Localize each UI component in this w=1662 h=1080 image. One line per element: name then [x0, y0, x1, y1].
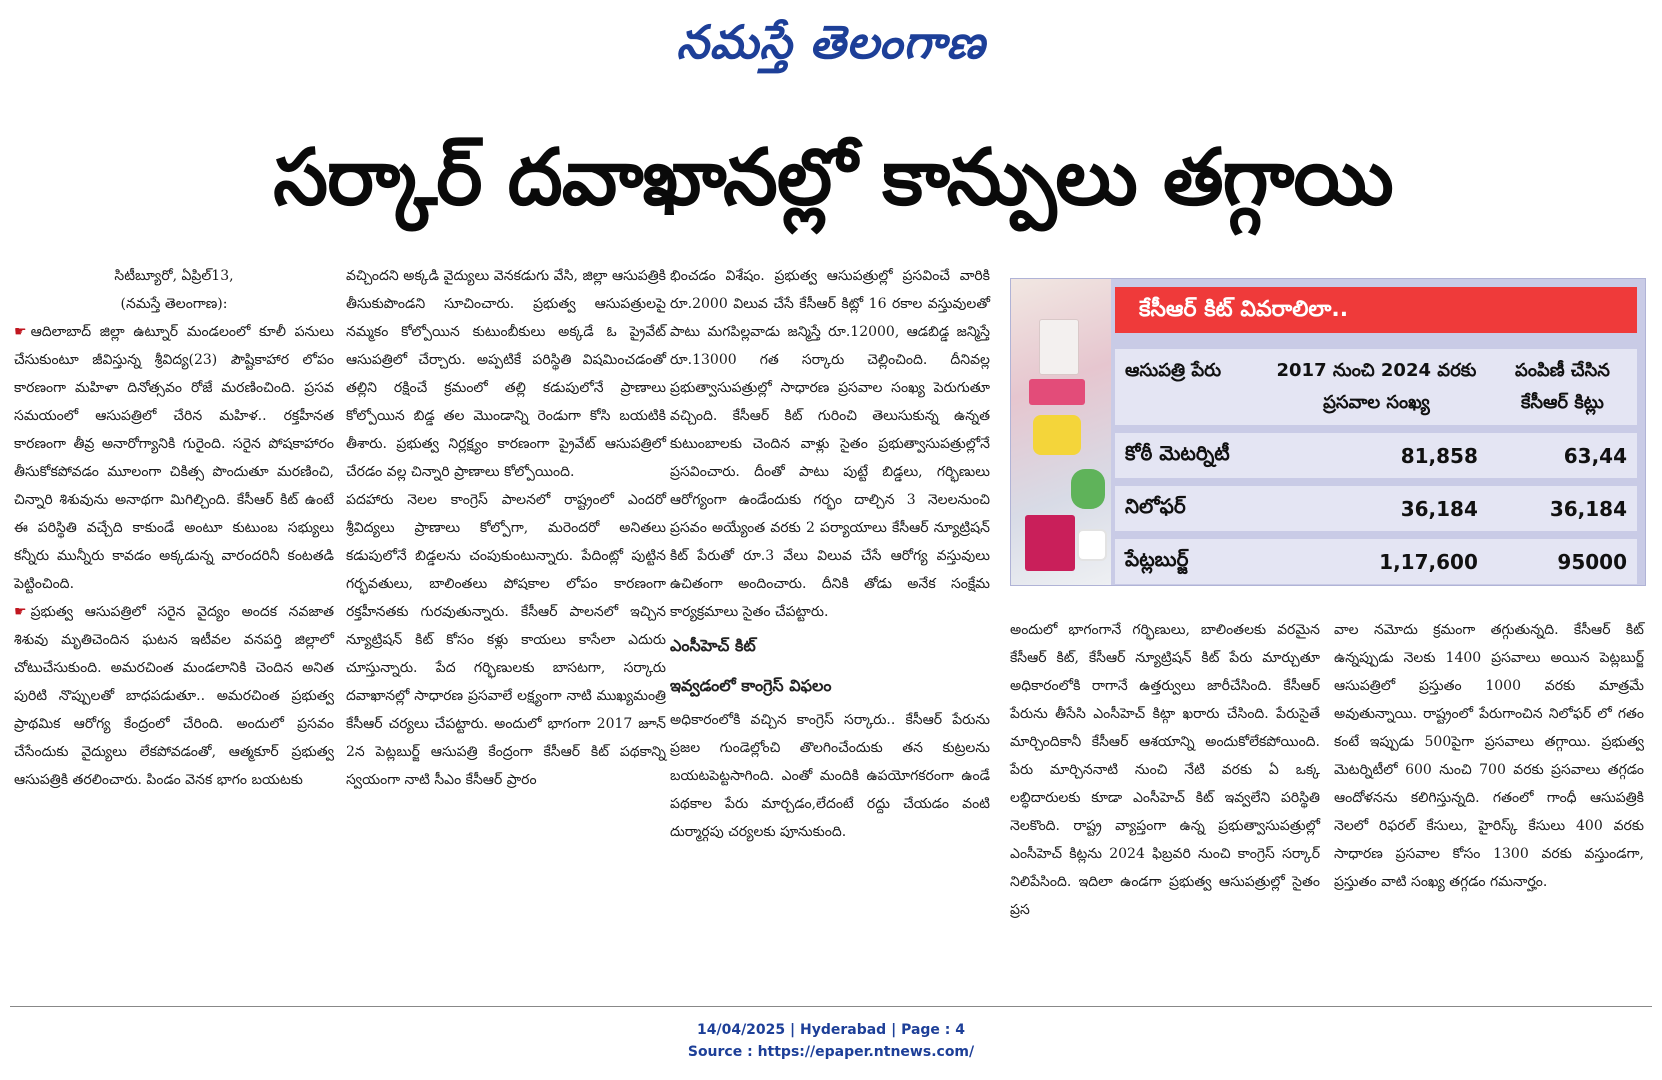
- kits-count: 95000: [1488, 539, 1637, 584]
- kit-item: [1077, 529, 1107, 561]
- column-header: ఆసుపత్రి పేరు: [1115, 349, 1265, 425]
- paragraph-text: అందులో భాగంగానే గర్భిణులు, బాలింతలకు వరమైన కేసీఆర్ కిట్, కేసీఆర్ న్యూట్రిషన్ కిట్ పేరు మార్చుతూ అధికారంలోకి రాగానే ఉత్తర్వులు జారీచేసింది. కేసీఆర్ పేరును తీసేసి ఎంసీహెచ్ కిట్గా ఖరారు చేసింది. పేరుసైతే మార్చిందికానీ కేసీఆర్ ఆశయాన్ని అందుకోలేకపోయింది. పేరు మార్చిననాటి నుంచి నేటి వరకు ఏ ఒక్క లబ్ధిదారులకు కూడా ఎంసీహెచ్ కిట్ ఇవ్వలేని పరిస్థితి నెలకొంది. రాష్ట్ర వ్యాప్తంగా ఉన్న ప్రభుత్వాసుపత్రుల్లో ఎంసీహెచ్ కిట్లను 2024 ఫిబ్రవరి నుంచి కాంగ్రెస్ సర్కార్ నిలిపేసింది. ఇదిలా ఉండగా ప్రభుత్వ ఆసుపత్రుల్లో సైతం ప్రస: [1010, 622, 1320, 918]
- kit-item: [1029, 379, 1085, 405]
- deliveries-count: 36,184: [1265, 486, 1488, 531]
- kit-item: [1033, 415, 1081, 455]
- masthead-logo: నమస్తే తెలంగాణ: [676, 15, 986, 69]
- footer-date-page: 14/04/2025 | Hyderabad | Page : 4: [696, 1022, 966, 1038]
- hospital-name: పేట్లబుర్జ్: [1115, 539, 1265, 584]
- paragraph-text: ప్రభుత్వ ఆసుపత్రిలో సరైన వైద్యం అందక నవజాత శిశువు మృతిచెందిన ఘటన ఇటీవల వనపర్తి జిల్లాలో చోటుచేసుకుంది. అమరచింత మండలానికి చెందిన అనిత పురిటి నొప్పులతో బాధపడుతూ.. అమరచింత ప్రభుత్వ ప్రాథమిక ఆరోగ్య కేంద్రంలో చేరింది. అందులో ప్రసవం చేసేందుకు వైద్యులు లేకపోవడంతో, ఆత్మకూర్ ప్రభుత్వ ఆసుపత్రికి తరలించారు. పిండం వెనక భాగం బయటకు: [14, 604, 334, 788]
- deliveries-count: 81,858: [1265, 433, 1488, 478]
- table-header-row: [1115, 349, 1637, 425]
- article-column-1: [14, 262, 334, 794]
- paragraph-text: వచ్చిందని అక్కడి వైద్యులు వెనకడుగు వేసి, జిల్లా ఆసుపత్రికి తీసుకుపొండని సూచించారు. ప్రభుత్వ ఆసుపత్రులపై నమ్మకం కోల్పోయిన కుటుంబీకులు అక్కడే ఓ ప్రైవేట్ ఆసుపత్రిలో చేర్చారు. అప్పటికే పరిస్థితి విషమించడంతో తల్లిని రక్షించే క్రమంలో తల్లి కడుపులోనే ప్రాణాలు కోల్పోయిన బిడ్డ తల మొండాన్ని రెండుగా కోసి బయటికి తీశారు. ప్రభుత్వ నిర్లక్ష్యం కారణంగా ప్రైవేట్ ఆసుపత్రిలో చేరడం వల్ల చిన్నారి ప్రాణాలు కోల్పోయింది.: [346, 268, 666, 480]
- article-column-4: [1010, 616, 1320, 924]
- pointing-hand-icon: ☛: [14, 324, 27, 340]
- paragraph: [14, 318, 334, 598]
- headline: సర్కార్ దవాఖానల్లో కాన్పులు తగ్గాయి: [273, 133, 1393, 223]
- dateline-line-2: (నమస్తే తెలంగాణ):: [120, 296, 228, 312]
- deliveries-count: 1,17,600: [1265, 539, 1488, 584]
- subheading: ఎంసీహెచ్ కిట్: [670, 636, 756, 655]
- article-column-3: [670, 262, 990, 846]
- paragraph-text: పదహారు నెలల కాంగ్రెస్ పాలనలో రాష్ట్రంలో ఎందరో శ్రీవిద్యలు ప్రాణాలు కోల్పోగా, మరెందరో అనితలు కడుపులోనే బిడ్డలను చంపుకుంటున్నారు. పేదింట్లో పుట్టిన గర్భవతులు, బాలింతలు పోషకాల లోపం కారణంగా రక్తహీనతకు గురవుతున్నారు. కేసీఆర్ పాలనలో ఇచ్చిన న్యూట్రిషన్ కిట్ కోసం కళ్లు కాయలు కాసేలా ఎదురు చూస్తున్నారు. పేద గర్భిణులకు బాసటగా, సర్కారు దవాఖానల్లో సాధారణ ప్రసవాలే లక్ష్యంగా నాటి ముఖ్యమంత్రి కేసీఆర్ చర్యలు చేపట్టారు. అందులో భాగంగా 2017 జూన్ 2న పెట్లబుర్జ్ ఆసుపత్రి కేంద్రంగా కేసీఆర్ కిట్ పథకాన్ని స్వయంగా నాటి సీఎం కేసీఆర్ ప్రారం: [346, 492, 666, 788]
- paragraph-text: ఆదిలాబాద్ జిల్లా ఉట్నూర్ మండలంలో కూలీ పనులు చేసుకుంటూ జీవిస్తున్న శ్రీవిద్య(23) పౌష్టికాహార లోపం కారణంగా మహిళా దినోత్సవం రోజే మరణించింది. ప్రసవ సమయంలో ఆసుపత్రిలో చేరిన మహిళ.. రక్తహీనత కారణంగా తీవ్ర అనారోగ్యానికి గురైంది. సరైన పోషకాహారం తీసుకోకపోవడం మూలంగా చికిత్స పొందుతూ మరణించి, చిన్నారి శిశువును అనాథగా మిగిల్చింది. కేసీఆర్ కిట్ ఉంటే ఈ పరిస్థితి వచ్చేది కాకుండే అంటూ కుటుంబ సభ్యులు కన్నీరు మున్నీరు కావడం అక్కడున్న వారందరినీ కంటతడి పెట్టించింది.: [14, 324, 334, 592]
- column-header: పంపిణీ చేసిన కేసీఆర్ కిట్లు: [1488, 349, 1637, 425]
- kit-photo: [1011, 279, 1111, 585]
- dateline-line-1: సిటీబ్యూరో, ఏప్రిల్13,: [114, 268, 234, 284]
- kit-item: [1071, 469, 1105, 509]
- kit-item: [1025, 515, 1075, 571]
- subheading: ఇవ్వడంలో కాంగ్రెస్ విఫలం: [670, 676, 832, 695]
- kcr-kit-info-box: [1010, 278, 1646, 586]
- kits-count: 36,184: [1488, 486, 1637, 531]
- kit-table: [1115, 341, 1637, 592]
- paragraph: [14, 598, 334, 794]
- table-row: [1115, 433, 1637, 478]
- paragraph-text: వాల నమోదు క్రమంగా తగ్గుతున్నది. కేసీఆర్ కిట్ ఉన్నప్పుడు నెలకు 1400 ప్రసవాలు అయిన పెట్లబుర్జ్ ఆసుపత్రిలో ప్రస్తుతం 1000 వరకు మాత్రమే అవుతున్నాయి. రాష్ట్రంలో పేరుగాంచిన నిలోఫర్ లో గతం కంటే ఇప్పుడు 500పైగా ప్రసవాలు తగ్గాయి. ప్రభుత్వ మెటర్నిటీలో 600 నుంచి 700 వరకు ప్రసవాలు తగ్గడం ఆందోళనను కలిగిస్తున్నది. గతంలో గాంధీ ఆసుపత్రికి నెలలో రిఫరల్ కేసులు, హైరిస్క్ కేసులు 400 వరకు సాధారణ ప్రసవాల కోసం 1300 వరకు వస్తుండగా, ప్రస్తుతం వాటి సంఖ్య తగ్గడం గమనార్హం.: [1334, 622, 1644, 890]
- pointing-hand-icon: ☛: [14, 604, 27, 620]
- footer-source-link[interactable]: Source : https://epaper.ntnews.com/: [687, 1044, 975, 1060]
- info-box-title: కేసీఆర్ కిట్ వివరాలిలా..: [1115, 287, 1637, 333]
- paragraph-text: భించడం విశేషం. ప్రభుత్వ ఆసుపత్రుల్లో ప్రసవించే వారికి రూ.2000 విలువ చేసే కేసీఆర్ కిట్లో 16 రకాల వస్తువులతో పాటు మగపిల్లవాడు జన్మిస్తే రూ.12000, ఆడబిడ్డ జన్మిస్తే రూ.13000 గత సర్కారు చెల్లించింది. దీనివల్ల ప్రభుత్వాసుపత్రుల్లో సాధారణ ప్రసవాల సంఖ్య పెరుగుతూ వచ్చింది. కేసీఆర్ కిట్ గురించి తెలుసుకున్న ఉన్నత కుటుంబాలకు చెందిన వాళ్లు సైతం ప్రభుత్వాసుపత్రుల్లోనే ప్రసవించారు. దీంతో పాటు పుట్టే బిడ్డలు, గర్భిణులు ఆరోగ్యంగా ఉండేందుకు గర్భం దాల్చిన 3 నెలలనుంచి ప్రసవం అయ్యేంత వరకు 2 పర్యాయాలు కేసీఆర్ న్యూట్రిషన్ కిట్ పేరుతో రూ.3 వేలు విలువ చేసే ఆరోగ్య వస్తువులు ఉచితంగా అందించారు. దీనికి తోడు అనేక సంక్షేమ కార్యక్రమాలు సైతం చేపట్టారు.: [670, 268, 990, 620]
- kits-count: 63,44: [1488, 433, 1637, 478]
- article-column-2: [346, 262, 666, 794]
- footer-divider: [10, 1006, 1652, 1007]
- paragraph-text: అధికారంలోకి వచ్చిన కాంగ్రెస్ సర్కారు.. కేసీఆర్ పేరును ప్రజల గుండెల్లోంచి తొలగించేందుకు తన కుట్రలను బయటపెట్టసాగింది. ఎంతో మందికి ఉపయోగకరంగా ఉండే పథకాల పేరు మార్చడం,లేదంటే రద్దు చేయడం వంటి దుర్మార్గపు చర్యలకు పూనుకుంది.: [670, 712, 990, 840]
- table-row: [1115, 486, 1637, 531]
- kit-item: [1039, 319, 1079, 375]
- hospital-name: నిలోఫర్: [1115, 486, 1265, 531]
- hospital-name: కోఠీ మెటర్నిటీ: [1115, 433, 1265, 478]
- article-column-5: [1334, 616, 1644, 896]
- table-row: [1115, 539, 1637, 584]
- column-header: 2017 నుంచి 2024 వరకు ప్రసవాల సంఖ్య: [1265, 349, 1488, 425]
